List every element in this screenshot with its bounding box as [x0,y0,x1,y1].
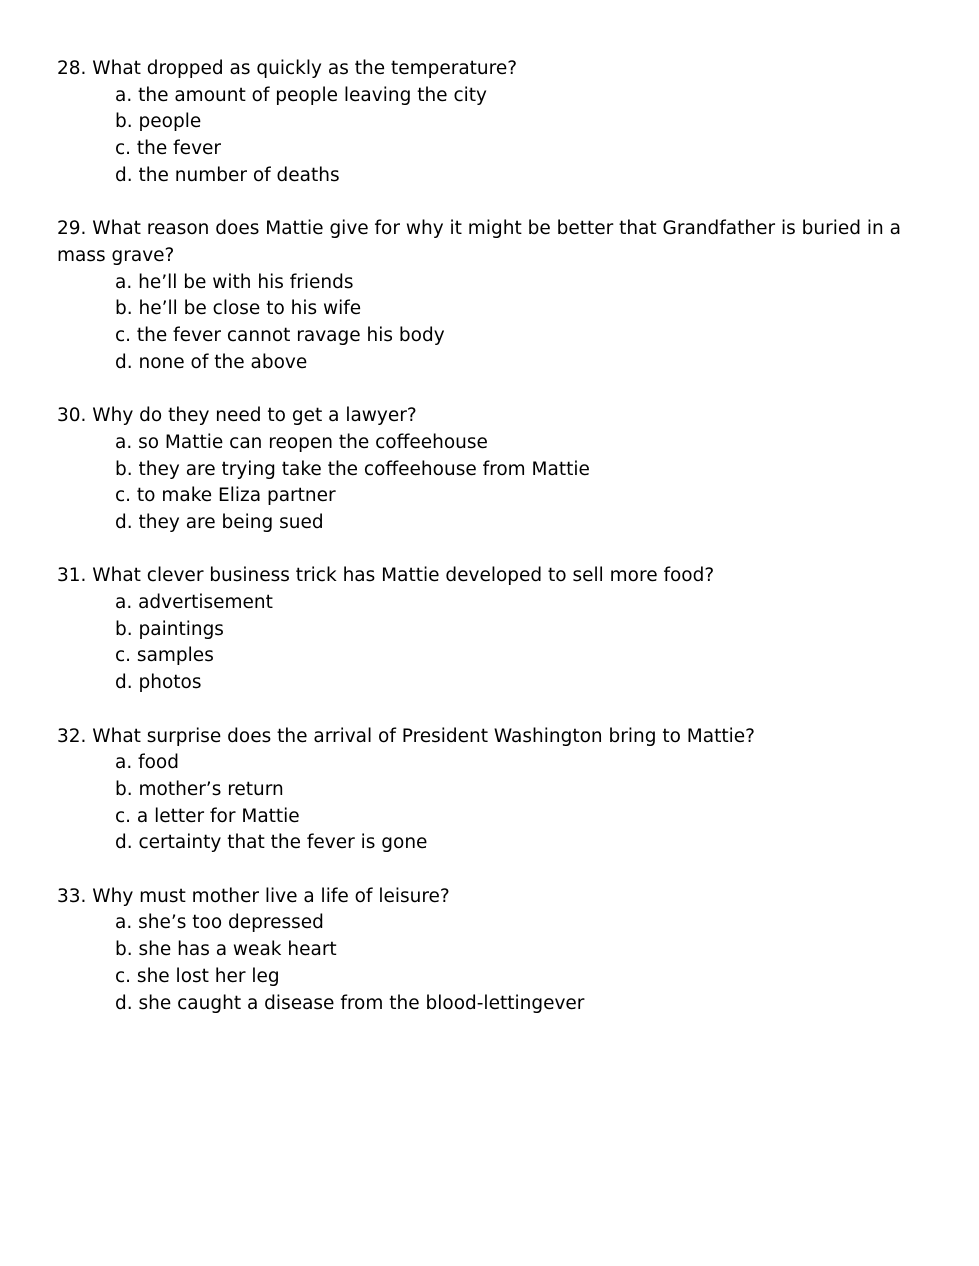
answer-option-c: c. a letter for Mattie [115,805,300,827]
question-stem: 28. What dropped as quickly as the temperature? [57,58,518,79]
question-33 [57,884,927,1018]
answer-option-c: c. samples [115,645,214,667]
answer-option-a: a. she’s too depressed [115,912,324,934]
answer-option-b: b. she has a weak heart [115,939,337,961]
answer-option-a: a. he’ll be with his friends [115,271,354,293]
answer-option-c: c. she lost her leg [115,965,280,987]
answer-option-b: b. mother’s return [115,778,284,800]
answer-option-b: b. paintings [115,618,224,640]
quiz-page [57,56,927,1044]
answer-option-a: a. advertisement [115,592,273,614]
question-stem: 31. What clever business trick has Mattie developed to sell more food? [57,565,715,587]
answer-option-d: d. they are being sued [115,511,324,533]
answer-options [57,270,927,377]
answer-option-a: a. the amount of people leaving the city [115,84,487,106]
answer-options [57,590,927,697]
answer-options [57,910,927,1017]
answer-options [57,750,927,857]
answer-option-d: d. the number of deaths [115,164,340,186]
answer-option-c: c. the fever [115,138,222,160]
answer-option-c: c. the fever cannot ravage his body [115,325,445,347]
question-30 [57,403,927,537]
question-31 [57,563,927,697]
answer-option-a: a. so Mattie can reopen the coffeehouse [115,431,488,453]
question-stem: 32. What surprise does the arrival of President Washington bring to Mattie? [57,725,755,747]
question-28 [57,56,927,190]
question-32 [57,724,927,858]
answer-option-b: b. he’ll be close to his wife [115,298,362,320]
answer-option-b: b. people [115,111,202,133]
answer-option-a: a. food [115,752,179,774]
answer-options [57,83,927,190]
answer-options [57,430,927,537]
answer-option-c: c. to make Eliza partner [115,485,336,507]
answer-option-d: d. none of the above [115,351,308,373]
question-29 [57,216,927,376]
question-stem: 29. What reason does Mattie give for why it might be better that Grandfather is buried in a mass grave? [57,218,901,266]
answer-option-d: d. she caught a disease from the blood-lettingever [115,992,585,1014]
answer-option-d: d. photos [115,672,202,694]
answer-option-d: d. certainty that the fever is gone [115,832,428,854]
answer-option-b: b. they are trying take the coffeehouse from Mattie [115,458,590,480]
question-stem: 33. Why must mother live a life of leisure? [57,885,450,907]
question-stem: 30. Why do they need to get a lawyer? [57,405,417,427]
